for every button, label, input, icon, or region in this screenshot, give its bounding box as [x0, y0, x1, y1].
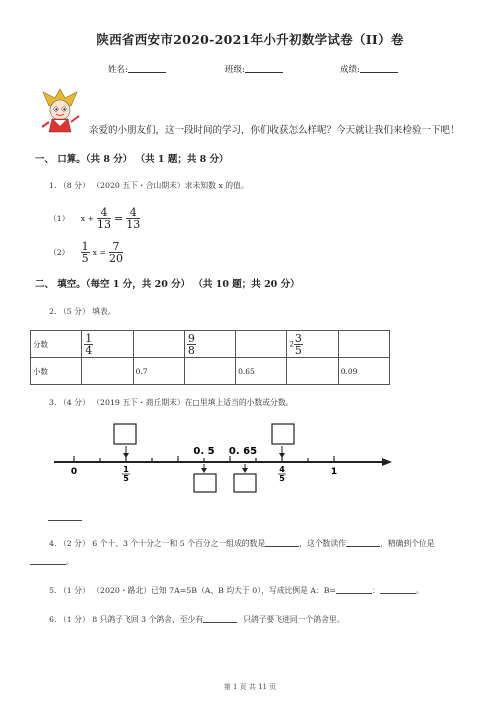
score-field	[340, 63, 398, 75]
q4-blank-1[interactable]	[265, 538, 299, 547]
section1-heading: 一、 口算。（共 8 分） （共 1 题；共 8 分）	[35, 154, 229, 165]
q1-p1-left: x +	[80, 213, 94, 223]
svg-text:1: 1	[123, 465, 129, 474]
row-label-decimal: 小数	[31, 358, 82, 385]
answer-box[interactable]	[272, 424, 294, 444]
q4	[49, 538, 435, 549]
marker-half	[193, 446, 216, 492]
q4-text: ，这个数读作	[299, 539, 346, 548]
q6-blank[interactable]	[203, 614, 237, 623]
mascot-icon	[35, 86, 85, 136]
answer-box[interactable]	[194, 474, 216, 492]
section2-heading: 二、 填空。（每空 1 分，共 20 分） （共 10 题；共 20 分）	[35, 279, 300, 290]
q3-answer-blank[interactable]	[48, 512, 82, 521]
name-label: 姓名:	[108, 65, 128, 75]
table-cell: 0.09	[338, 358, 389, 385]
q1-p1-fraction-a: $\frac{4}{13}$	[96, 205, 111, 231]
q5-text: 5. （1 分） （2020・路北）已知 7A=5B（A、B 均大于 0），写成比例是 A：B=	[49, 586, 337, 595]
decimal-label: 0. 5	[193, 446, 215, 457]
table-cell	[82, 331, 133, 358]
q1-p1-fraction-b: $\frac{4}{13}$	[126, 205, 141, 231]
mixed-whole: 2	[289, 340, 294, 348]
q4-continued	[30, 556, 74, 567]
table-cell: 0.65	[236, 358, 287, 385]
table-cell-blank[interactable]	[133, 331, 184, 358]
q1-p2-label: （2）	[49, 247, 70, 257]
number-line-axis	[54, 458, 392, 466]
q2-stem: 2. （5 分） 填表。	[49, 307, 116, 316]
intro-text: 亲爱的小朋友们，这一段时间的学习，你们收获怎么样呢？今天就让我们来检验一下吧！	[89, 125, 460, 136]
table-cell-blank[interactable]	[82, 358, 133, 385]
class-blank[interactable]	[245, 63, 283, 73]
table-fraction: $\frac{1}{4}$	[85, 331, 93, 357]
q4-text: ，精确到个位是	[379, 539, 435, 548]
page-footer: 第 1 页 共 11 页	[223, 683, 277, 691]
svg-text:5: 5	[123, 474, 129, 483]
table-cell-blank[interactable]	[287, 358, 338, 385]
one-label: 1	[330, 467, 338, 477]
q4-blank-3[interactable]	[30, 556, 66, 565]
class-field	[225, 63, 283, 75]
q5-text: ：	[372, 586, 380, 595]
svg-text:5: 5	[279, 474, 285, 483]
q5-text: 。	[415, 586, 424, 595]
q4-text: 4. （2 分） 6 个十、3 个十分之一和 5 个百分之一组成的数是	[49, 539, 266, 548]
q6	[49, 614, 345, 625]
table-cell	[184, 331, 235, 358]
q3-stem: 3. （4 分） （2019 五下・商丘期末）在□里填上适当的小数或分数。	[49, 398, 294, 407]
q1-part1	[49, 205, 140, 231]
table-row	[31, 331, 390, 358]
score-blank[interactable]	[360, 63, 398, 73]
table-cell-blank[interactable]	[184, 358, 235, 385]
marker-065	[229, 446, 257, 492]
table-cell: 0.7	[133, 358, 184, 385]
fraction-decimal-table	[30, 330, 390, 385]
name-blank[interactable]	[128, 63, 166, 73]
zero-label: 0	[70, 467, 78, 477]
q1-p1-label: （1）	[49, 213, 70, 223]
row-label-fraction: 分数	[31, 331, 82, 358]
table-cell	[287, 331, 338, 358]
marker-four-fifths	[272, 424, 294, 483]
page-title: 陕西省西安市2020-2021年小升初数学试卷（II）卷	[96, 32, 404, 47]
q1-p1-equals: =	[113, 211, 124, 225]
answer-box[interactable]	[234, 474, 256, 492]
marker-one-fifth	[114, 424, 136, 483]
q1-p2-fraction-b: $\frac{7}{20}$	[108, 239, 123, 265]
q4-text: 。	[66, 557, 74, 566]
q1-part2	[49, 239, 123, 265]
svg-text:4: 4	[279, 465, 285, 474]
q5-blank-1[interactable]	[336, 585, 372, 594]
table-cell-blank[interactable]	[236, 331, 287, 358]
answer-box[interactable]	[114, 424, 136, 444]
q6-text: 6. （1 分） 8 只鸽子飞回 3 个鸽舍，至少有	[49, 615, 204, 624]
decimal-label: 0. 65	[228, 446, 258, 457]
q5-blank-2[interactable]	[380, 585, 416, 594]
class-label: 班级:	[225, 65, 245, 75]
table-row	[31, 358, 390, 385]
q5	[49, 585, 424, 596]
table-cell-blank[interactable]	[338, 331, 389, 358]
q4-blank-2[interactable]	[346, 538, 380, 547]
number-line	[40, 418, 400, 513]
table-fraction: $\frac{3}{5}$	[294, 331, 302, 357]
q6-text: 只鸽子要飞进同一个鸽舍里。	[243, 615, 345, 624]
q1-stem: 1. （8 分） （2020 五下・合山期末）求未知数 x 的值。	[49, 181, 249, 190]
score-label: 成绩:	[340, 65, 360, 75]
q1-p2-mid: x =	[92, 247, 106, 257]
q1-p2-fraction-a: $\frac{1}{5}$	[81, 239, 89, 265]
name-field	[108, 63, 166, 75]
table-fraction: $\frac{9}{8}$	[187, 331, 195, 357]
